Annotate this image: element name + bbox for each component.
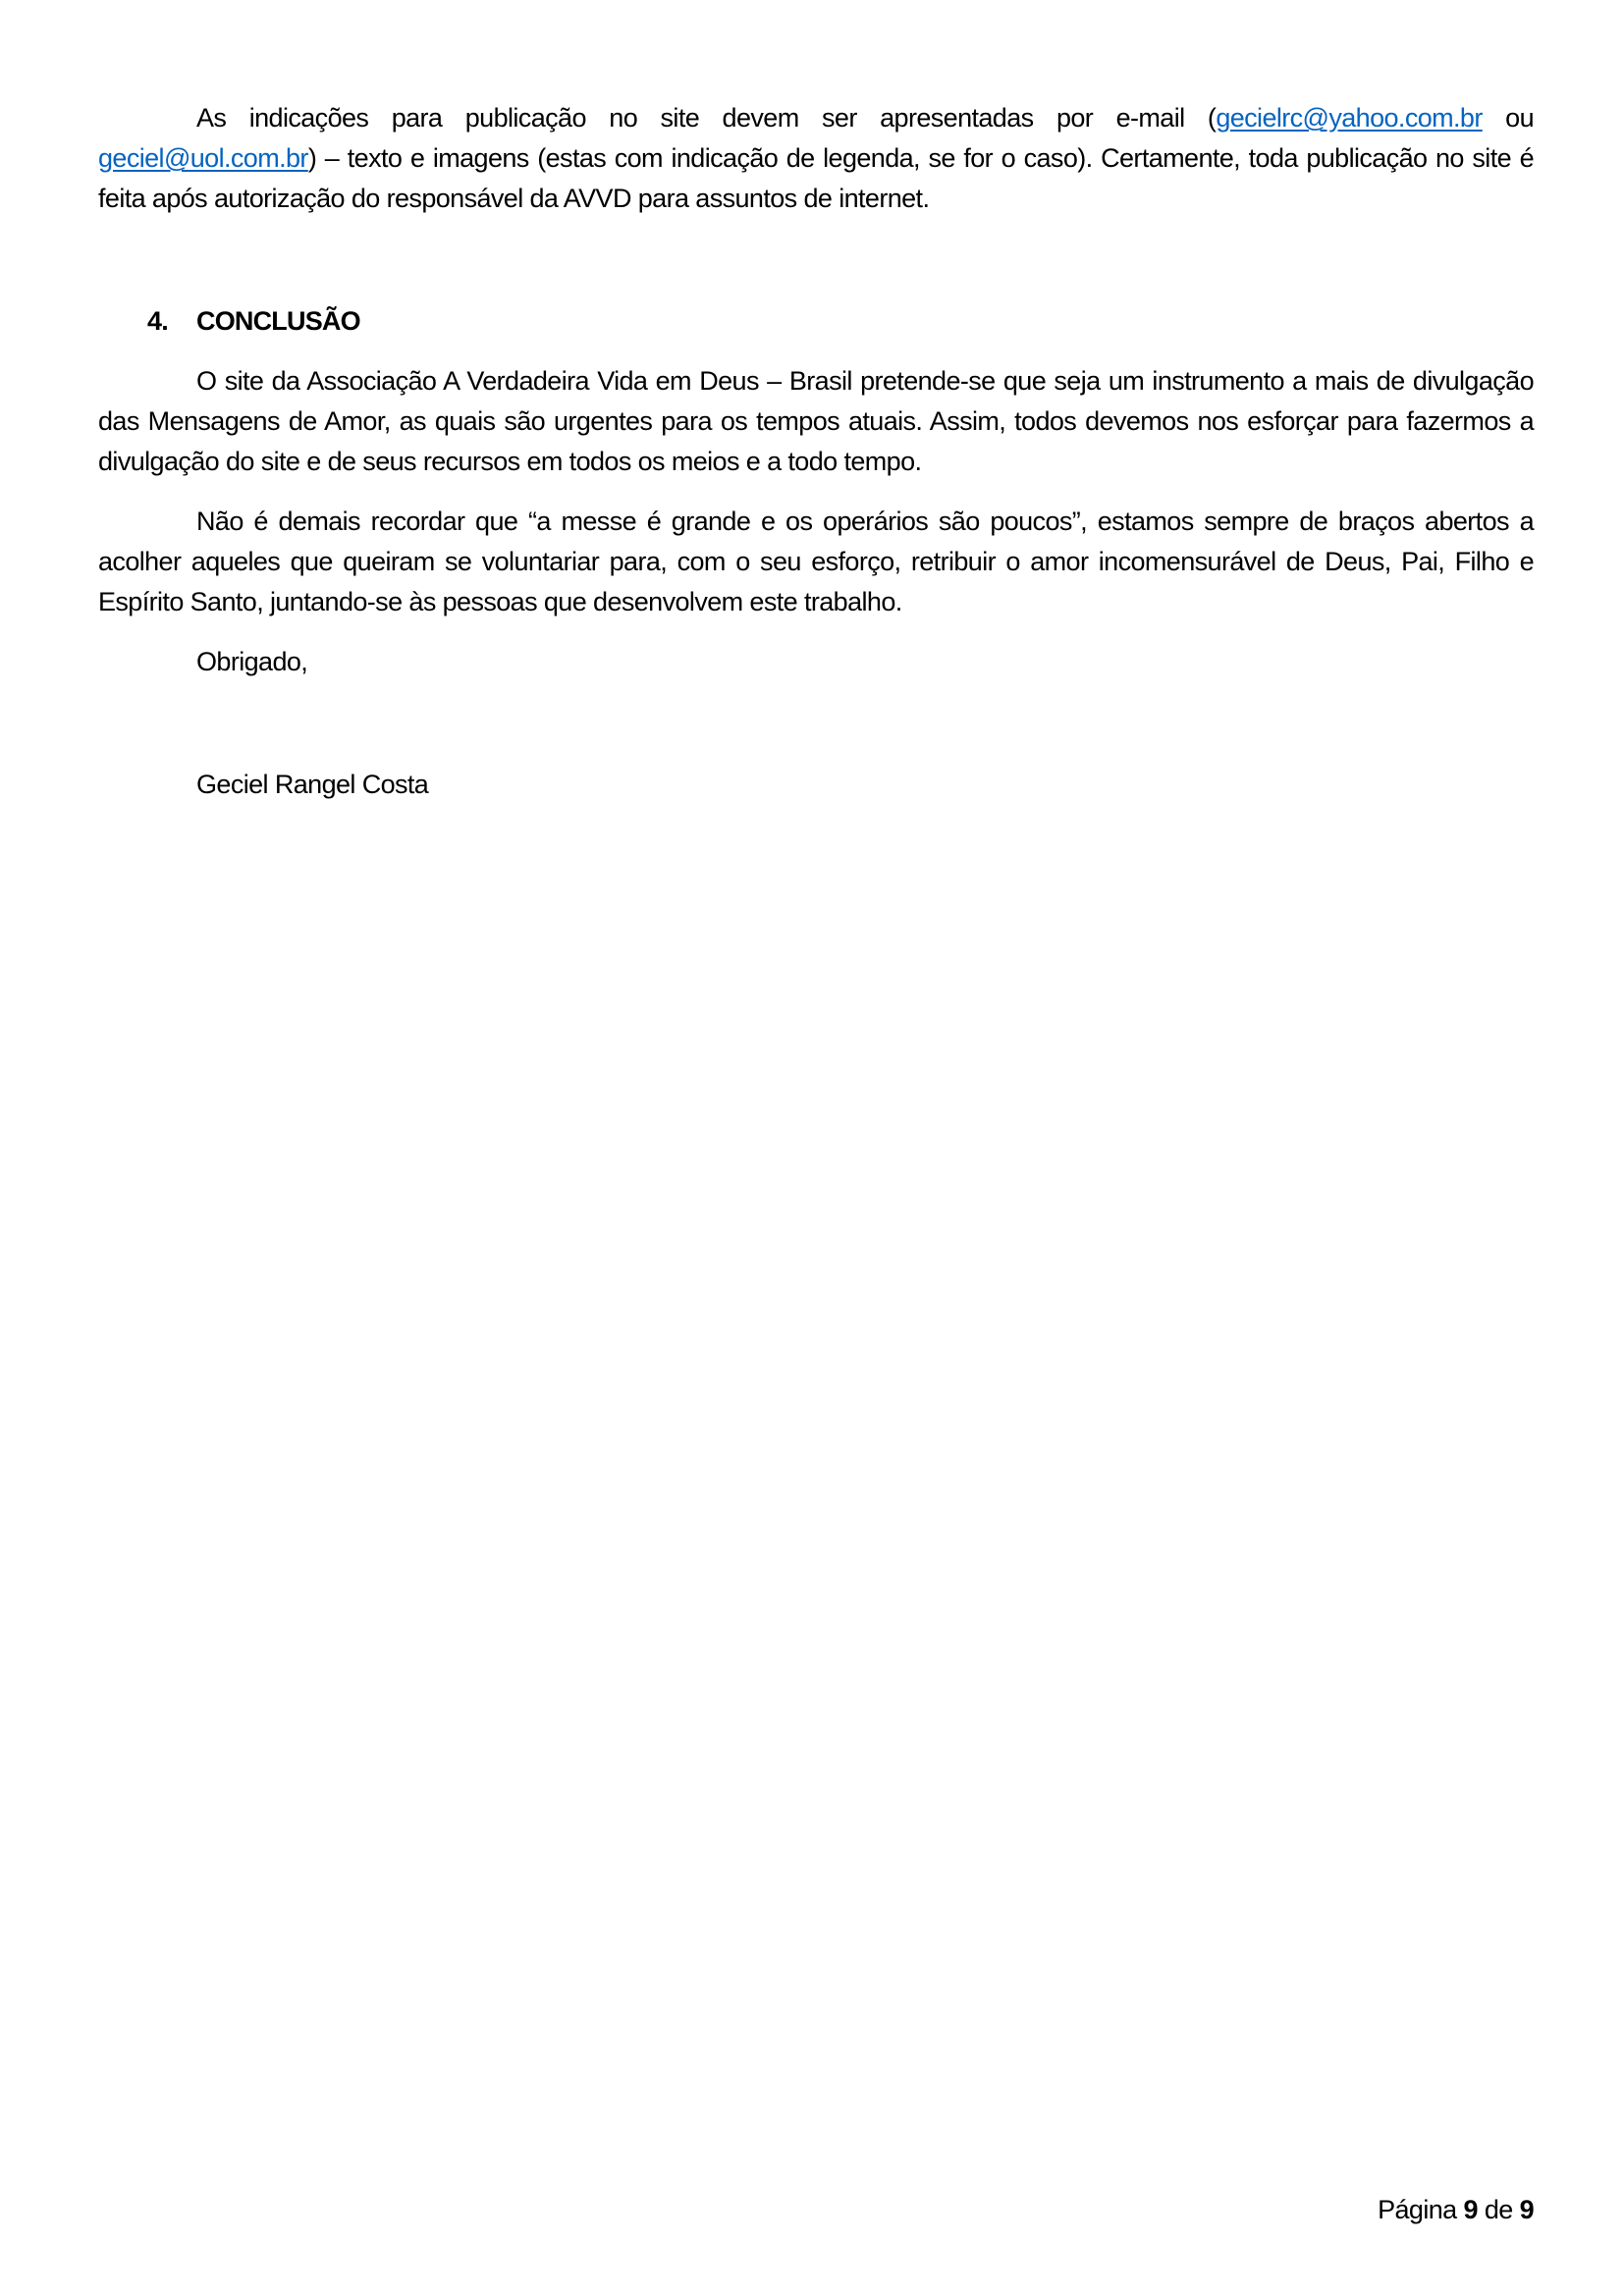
- paragraph-text: As indicações para publicação no site devem ser apresentadas por e-mail (: [196, 103, 1217, 133]
- page-label: Página: [1378, 2195, 1457, 2224]
- current-page-number: 9: [1463, 2195, 1478, 2224]
- paragraph-text: ) – texto e imagens (estas com indicação de legenda, se for o caso). Certamente, toda publicação no site é feita após autorização do responsável da AVVD para assuntos de internet.: [98, 143, 1534, 213]
- paragraph-text: ou: [1482, 103, 1534, 133]
- section-number: 4.: [147, 306, 168, 336]
- signature-name: Geciel Rangel Costa: [196, 770, 429, 799]
- conclusion-paragraph-2: Não é demais recordar que “a messe é grande e os operários são poucos”, estamos sempre de braços abertos a acolher aqueles que queiram se voluntariar para, com o seu esforço, retribuir o amor incomensurável de Deus, Pai, Filho e Espírito Santo, juntando-se às pessoas que desenvolvem este trabalho.: [98, 507, 1534, 616]
- email-link-uol[interactable]: geciel@uol.com.br: [98, 143, 308, 173]
- paragraph-email-instructions: [98, 98, 1534, 219]
- spacer: [98, 682, 1534, 765]
- section-title: CONCLUSÃO: [196, 306, 360, 336]
- of-label: de: [1484, 2195, 1513, 2224]
- total-pages-number: 9: [1519, 2195, 1534, 2224]
- section-heading-conclusion: [98, 301, 1534, 342]
- spacer: [98, 342, 1534, 361]
- page-number-footer: [1378, 2195, 1534, 2225]
- email-link-yahoo[interactable]: gecielrc@yahoo.com.br: [1216, 103, 1483, 133]
- document-page: [98, 98, 1534, 805]
- closing-text: Obrigado,: [196, 647, 308, 676]
- conclusion-paragraph-1: O site da Associação A Verdadeira Vida em Deus – Brasil pretende-se que seja um instrumento a mais de divulgação das Mensagens de Amor, as quais são urgentes para os tempos atuais. Assim, todos devemos nos esforçar para fazermos a divulgação do site e de seus recursos em todos os meios e a todo tempo.: [98, 366, 1534, 476]
- spacer: [98, 239, 1534, 301]
